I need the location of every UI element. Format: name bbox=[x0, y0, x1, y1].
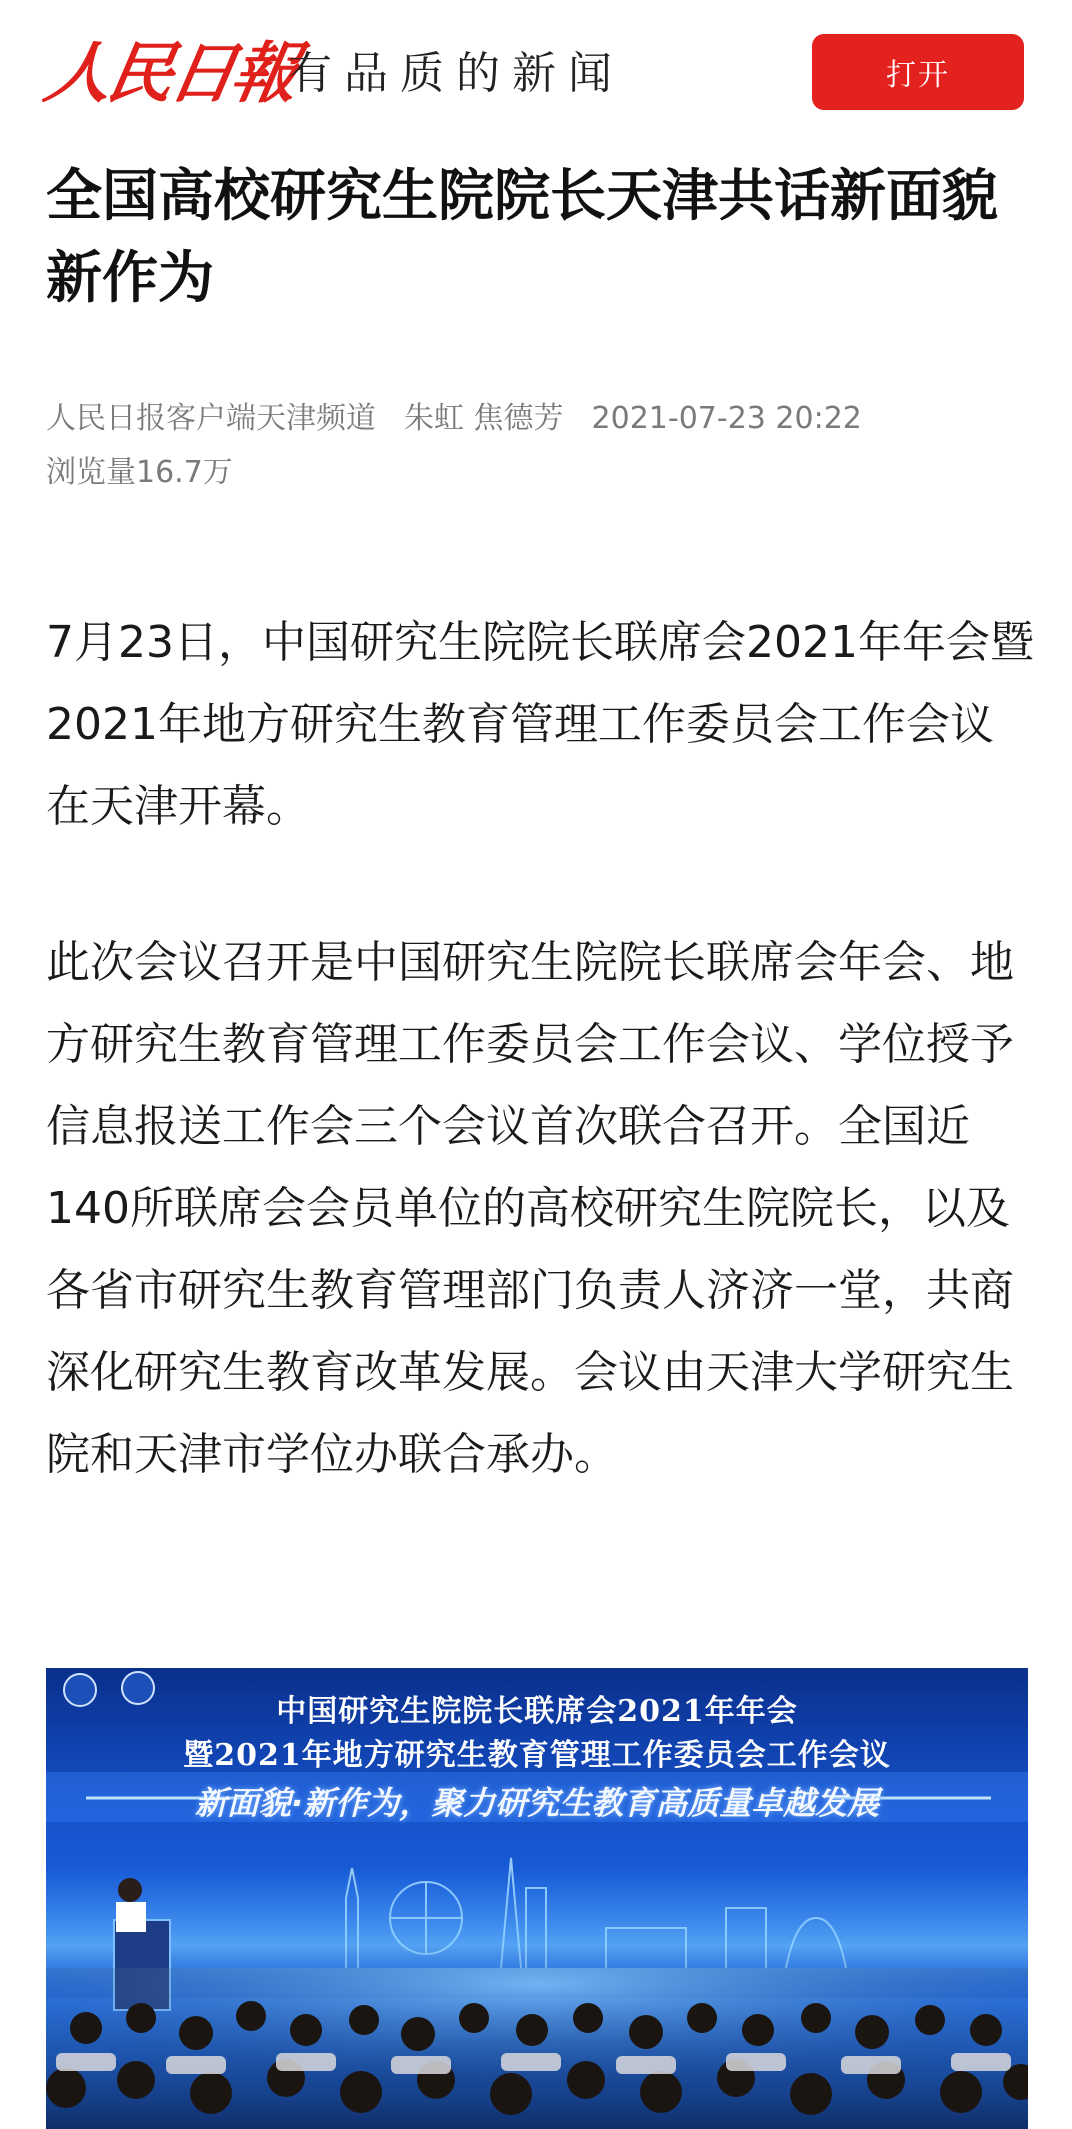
article-authors: 朱虹 焦德芳 bbox=[404, 401, 564, 436]
app-header bbox=[0, 0, 1072, 140]
open-app-button[interactable]: 打开 bbox=[812, 34, 1024, 110]
article-title: 全国高校研究生院院长天津共话新面貌新作为 bbox=[46, 164, 998, 311]
people-daily-logo[interactable]: 人民日報 bbox=[39, 34, 301, 112]
article-photo[interactable] bbox=[46, 1668, 1028, 2129]
article-source[interactable]: 人民日报客户端天津频道 bbox=[46, 401, 376, 436]
photo-banner-line-3: 新面貌·新作为，聚力研究生教育高质量卓越发展 bbox=[194, 1784, 880, 1822]
article-meta bbox=[46, 392, 1036, 500]
article-views: 浏览量16.7万 bbox=[46, 455, 233, 490]
article-paragraph-2: 此次会议召开是中国研究生院院长联席会年会、地方研究生教育管理工作委员会工作会议、学位授予信息报送工作会三个会议首次联合召开。全国近140所联席会会员单位的高校研究生院院长，以及各省市研究生教育管理部门负责人济济一堂，共商深化研究生教育改革发展。会议由天津大学研究生院和天津市学位办联合承办。 bbox=[46, 937, 1014, 1480]
photo-banner-line-2: 暨2021年地方研究生教育管理工作委员会工作会议 bbox=[183, 1738, 891, 1773]
header-slogan: 有品质的新闻 bbox=[288, 48, 624, 99]
article-paragraph-1: 7月23日，中国研究生院院长联席会2021年年会暨2021年地方研究生教育管理工作委员会工作会议在天津开幕。 bbox=[46, 617, 1034, 832]
speaker-figure bbox=[118, 1878, 142, 1902]
photo-banner-line-1: 中国研究生院院长联席会2021年年会 bbox=[276, 1694, 798, 1729]
article-datetime: 2021-07-23 20:22 bbox=[591, 401, 862, 436]
